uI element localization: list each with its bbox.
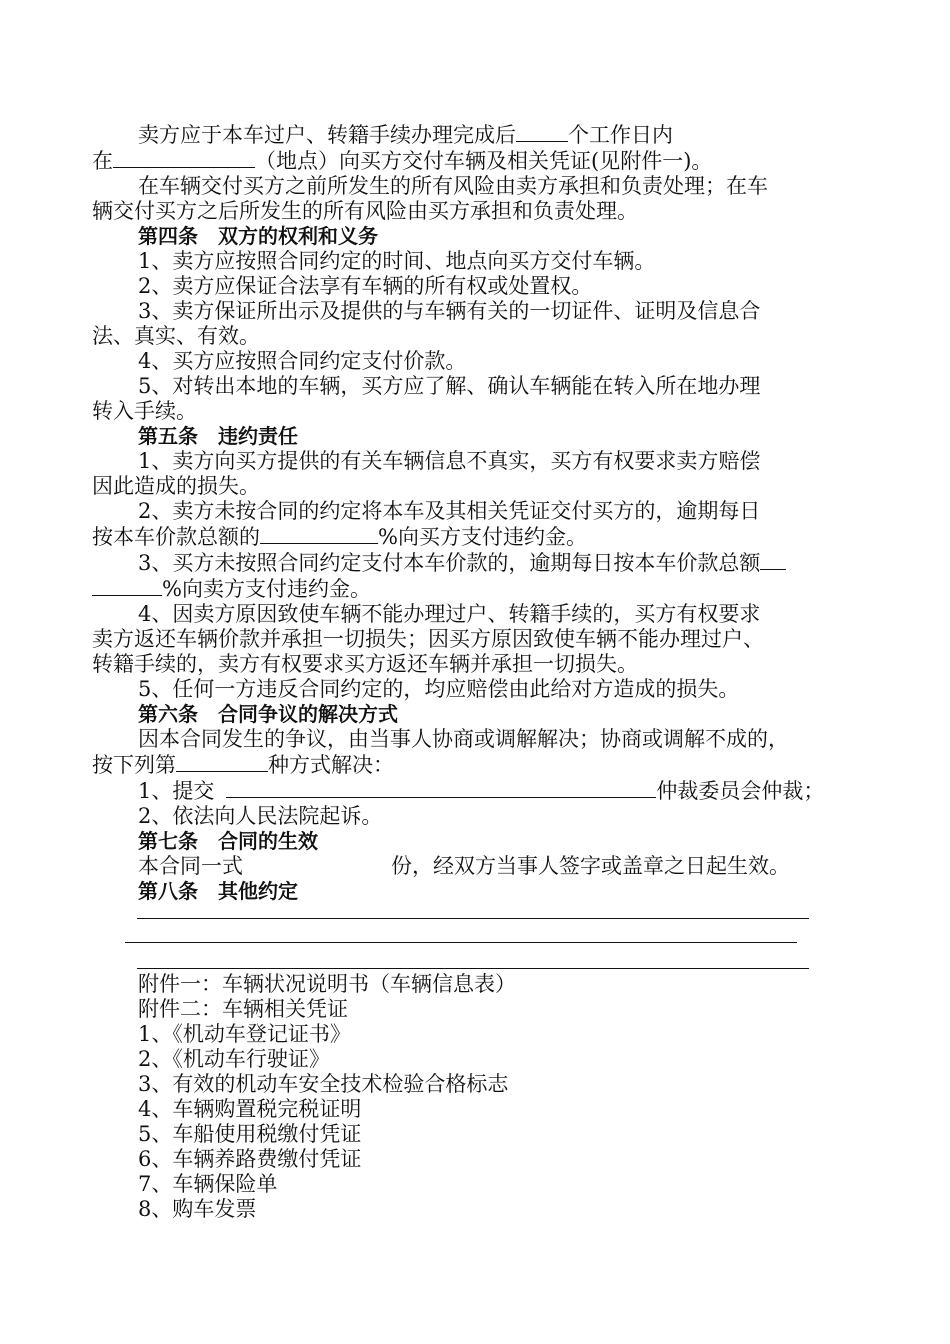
article-4-item-3: 3、卖方保证所出示及提供的与车辆有关的一切证件、证明及信息合 — [138, 299, 761, 323]
article-4-item-2: 2、卖方应保证合法享有车辆的所有权或处置权。 — [138, 274, 593, 298]
article-7-title: 第七条 合同的生效 — [138, 829, 318, 853]
risk-line-2: 辆交付买方之后所发生的所有风险由买方承担和负责处理。 — [92, 199, 638, 223]
attachment-item: 3、有效的机动车安全技术检验合格标志 — [138, 1072, 509, 1096]
attachment-item: 8、购车发票 — [138, 1197, 257, 1221]
article-4-item-4: 4、买方应按照合同约定支付价款。 — [138, 349, 467, 373]
attachment-item: 7、车辆保险单 — [138, 1172, 278, 1196]
article-4-item-3-cont: 法、真实、有效。 — [92, 324, 260, 348]
attachments-list — [138, 972, 516, 1222]
working-days-blank — [516, 122, 568, 142]
delivery-line-1 — [92, 122, 862, 148]
contract-page — [92, 122, 862, 904]
dispute-text: 按下列第 — [92, 753, 176, 777]
article-5-item-4-cont-1: 卖方返还车辆价款并承担一切损失；因买方原因致使车辆不能办理过户、 — [92, 627, 764, 651]
attachment-item: 2、《机动车行驶证》 — [138, 1047, 330, 1071]
attachment-item: 4、车辆购置税完税证明 — [138, 1097, 362, 1121]
article-5-item-2: 2、卖方未按合同的约定将本车及其相关凭证交付买方的，逾期每日 — [138, 499, 761, 523]
buyer-penalty-rate-blank-cont — [92, 576, 162, 596]
article-5-item-2-cont — [92, 524, 862, 550]
article-4-title: 第四条 双方的权利和义务 — [138, 224, 378, 248]
article-5-item-3-cont — [92, 576, 862, 602]
attachment-item: 5、车船使用税缴付凭证 — [138, 1122, 362, 1146]
attachment-item: 1、《机动车登记证书》 — [138, 1022, 351, 1046]
article-4-item-5-cont: 转入手续。 — [92, 399, 197, 423]
article-6-para: 因本合同发生的争议，由当事人协商或调解解决；协商或调解不成的， — [138, 727, 789, 751]
arbitration-committee-blank — [226, 778, 656, 798]
other-terms-line-2 — [125, 942, 797, 943]
method-number-blank — [176, 752, 268, 772]
buyer-penalty-rate-blank — [760, 550, 786, 570]
risk-line-1: 在车辆交付买方之前所发生的所有风险由卖方承担和负责处理；在车 — [138, 174, 768, 198]
article-5-item-4-cont-2: 转籍手续的，卖方有权要求买方返还车辆并承担一切损失。 — [92, 652, 638, 676]
article-6-item-1 — [92, 778, 862, 804]
penalty-text: %向买方支付违约金。 — [378, 525, 587, 549]
article-5-title: 第五条 违约责任 — [138, 424, 298, 448]
delivery-text: 个工作日内 — [568, 123, 673, 147]
delivery-text: 在 — [92, 149, 113, 173]
article-6-para-cont — [92, 752, 862, 778]
effect-text: 份，经双方当事人签字或盖章之日起生效。 — [391, 854, 790, 878]
delivery-text: （地点）向买方交付车辆及相关凭证(见附件一)。 — [255, 149, 713, 173]
article-5-item-4: 4、因卖方原因致使车辆不能办理过户、转籍手续的，买方有权要求 — [138, 602, 761, 626]
article-5-item-1: 1、卖方向买方提供的有关车辆信息不真实，买方有权要求卖方赔偿 — [138, 449, 761, 473]
penalty-text: %向卖方支付违约金。 — [162, 577, 371, 601]
article-5-item-5: 5、任何一方违反合同约定的，均应赔偿由此给对方造成的损失。 — [138, 677, 740, 701]
attachment-item: 6、车辆养路费缴付凭证 — [138, 1147, 362, 1171]
penalty-text: 3、买方未按照合同约定支付本车价款的，逾期每日按本车价款总额 — [138, 551, 761, 575]
article-8-title: 第八条 其他约定 — [138, 879, 298, 903]
article-4-item-1: 1、卖方应按照合同约定的时间、地点向买方交付车辆。 — [138, 249, 656, 273]
other-terms-line-1 — [137, 918, 809, 919]
place-blank — [113, 148, 255, 168]
dispute-text: 仲裁委员会仲裁； — [656, 779, 825, 803]
article-5-item-3 — [92, 550, 862, 576]
effect-text: 本合同一式 — [138, 854, 243, 878]
delivery-text: 卖方应于本车过户、转籍手续办理完成后 — [138, 123, 516, 147]
dispute-text: 1、提交 — [138, 779, 215, 803]
article-5-item-1-cont: 因此造成的损失。 — [92, 474, 260, 498]
dispute-text: 种方式解决： — [268, 753, 394, 777]
article-6-title: 第六条 合同争议的解决方式 — [138, 702, 398, 726]
article-4-item-5: 5、对转出本地的车辆，买方应了解、确认车辆能在转入所在地办理 — [138, 374, 761, 398]
article-6-item-2: 2、依法向人民法院起诉。 — [138, 804, 383, 828]
attachment-1-title: 附件一：车辆状况说明书（车辆信息表） — [138, 972, 516, 996]
penalty-text: 按本车价款总额的 — [92, 525, 260, 549]
seller-penalty-rate-blank — [260, 524, 378, 544]
attachment-2-title: 附件二：车辆相关凭证 — [138, 997, 348, 1021]
delivery-line-2 — [92, 148, 862, 174]
article-7-para — [92, 854, 862, 879]
other-terms-line-3 — [137, 968, 809, 969]
